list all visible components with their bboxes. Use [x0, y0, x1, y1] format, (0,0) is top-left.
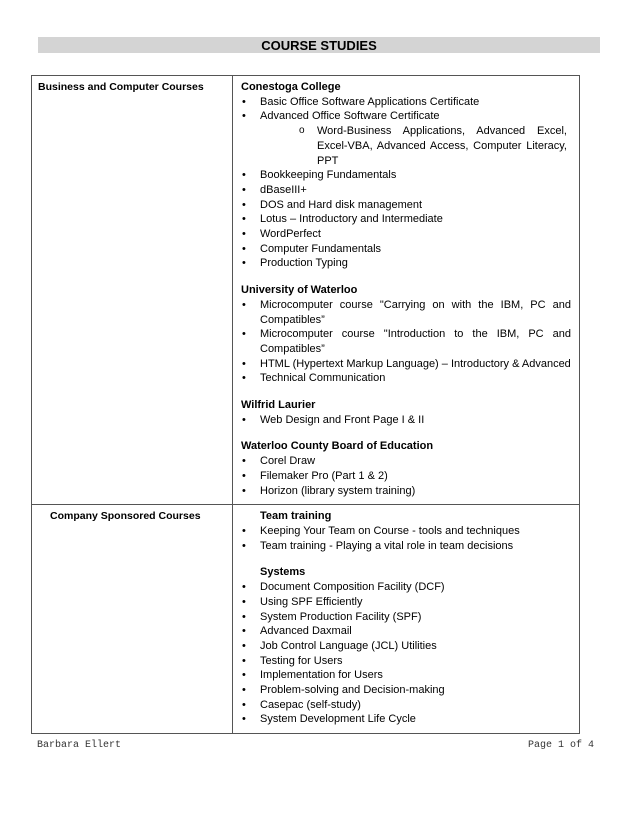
- list-item: [241, 168, 571, 183]
- list-item-text: Production Typing: [260, 257, 348, 270]
- list-item: [241, 242, 571, 257]
- footer-page-number: Page 1 of 4: [527, 740, 594, 751]
- section-heading: Systems: [260, 566, 306, 579]
- list-item: [241, 298, 571, 327]
- list-item: [241, 357, 571, 372]
- list-item-text: DOS and Hard disk management: [260, 198, 423, 211]
- list-item-text: Computer Fundamentals: [260, 242, 382, 255]
- list-item-text: Job Control Language (JCL) Utilities: [260, 639, 437, 652]
- list-item: [241, 484, 571, 499]
- list-item: [241, 595, 571, 610]
- list-item: [241, 469, 571, 484]
- list-item: [241, 109, 571, 168]
- list-item: [241, 183, 571, 198]
- list-item-text: Casepac (self-study): [260, 698, 361, 711]
- section-title: COURSE STUDIES: [261, 38, 377, 53]
- list-item: [241, 624, 571, 639]
- course-section: [241, 283, 571, 386]
- list-item: [241, 698, 571, 713]
- list-item-text: WordPerfect: [260, 228, 321, 241]
- table-row-business: [32, 76, 580, 505]
- list-item-text: Microcomputer course "Introduction to the IBM, PC and Compatibles”: [260, 328, 571, 355]
- list-item-text: Lotus – Introductory and Intermediate: [260, 213, 443, 226]
- list-item: [241, 198, 571, 213]
- footer-author: Barbara Ellert: [37, 740, 122, 751]
- list-item: [241, 712, 571, 727]
- bullet-list: [241, 580, 571, 727]
- category-cell: [32, 505, 233, 734]
- list-item: [241, 413, 571, 428]
- list-item: [241, 212, 571, 227]
- course-section: [241, 439, 571, 498]
- list-item: [241, 683, 571, 698]
- list-item-text: Filemaker Pro (Part 1 & 2): [260, 469, 388, 482]
- list-item: [241, 639, 571, 654]
- list-item-text: HTML (Hypertext Markup Language) – Introductory & Advanced: [260, 357, 571, 370]
- list-item-text: Implementation for Users: [260, 669, 383, 682]
- list-item-text: Microcomputer course "Carrying on with the IBM, PC and Compatibles”: [260, 298, 571, 326]
- course-list: [233, 505, 579, 733]
- list-item: [241, 371, 571, 386]
- list-item: [241, 256, 571, 271]
- sub-list-item: o Word-Business Applications, Advanced Excel, Excel-VBA, Advanced Access, Computer Literacy, PPT: [260, 124, 571, 168]
- list-item-text: Technical Communication: [260, 372, 386, 385]
- list-item: [241, 654, 571, 669]
- bullet-list: [241, 454, 571, 498]
- list-item-text: Problem-solving and Decision-making: [260, 684, 445, 697]
- section-heading: University of Waterloo: [241, 284, 358, 297]
- section-heading: Wilfrid Laurier: [241, 399, 316, 412]
- list-item-text: Team training - Playing a vital role in team decisions: [260, 539, 514, 552]
- sub-list: [260, 124, 571, 168]
- courses-table: [31, 75, 580, 734]
- list-item: [241, 668, 571, 683]
- list-item-text: Bookkeeping Fundamentals: [260, 169, 397, 182]
- course-section: [241, 565, 571, 727]
- list-item: [241, 227, 571, 242]
- content-cell: [233, 76, 580, 505]
- section-title-bar: [38, 37, 600, 53]
- list-item: [241, 454, 571, 469]
- content-cell: [233, 505, 580, 734]
- list-item-text: Using SPF Efficiently: [260, 595, 363, 608]
- list-item-text: Horizon (library system training): [260, 484, 416, 497]
- list-item-text: System Development Life Cycle: [260, 713, 416, 726]
- course-section: [241, 509, 571, 553]
- list-item-text: Advanced Office Software Certificate: [260, 110, 440, 123]
- list-item-text: Advanced Daxmail: [260, 625, 352, 638]
- list-item: [241, 327, 571, 356]
- bullet-list: [241, 413, 571, 428]
- category-label: Company Sponsored Courses: [50, 510, 201, 523]
- list-item: [241, 610, 571, 625]
- list-item-text: dBaseIII+: [260, 183, 307, 196]
- category-label: Business and Computer Courses: [38, 81, 204, 93]
- list-item-text: Document Composition Facility (DCF): [260, 581, 445, 594]
- section-heading: Team training: [260, 510, 332, 523]
- course-list: [233, 76, 579, 504]
- course-section: [241, 80, 571, 271]
- category-cell: [32, 76, 233, 505]
- section-heading: Waterloo County Board of Education: [241, 440, 434, 453]
- list-item: [241, 524, 571, 539]
- bullet-list: [241, 524, 571, 553]
- section-heading: Conestoga College: [241, 81, 341, 93]
- table-row-company: [32, 505, 580, 734]
- list-item-text: Testing for Users: [260, 654, 343, 667]
- list-item: [241, 580, 571, 595]
- list-item-text: Keeping Your Team on Course - tools and techniques: [260, 524, 520, 537]
- list-item: [241, 539, 571, 554]
- bullet-list: [241, 95, 571, 271]
- list-item-text: Basic Office Software Applications Certificate: [260, 95, 480, 108]
- list-item-text: Web Design and Front Page I & II: [260, 413, 425, 426]
- list-item: [241, 95, 571, 110]
- course-section: [241, 398, 571, 427]
- bullet-list: [241, 298, 571, 386]
- list-item-text: System Production Facility (SPF): [260, 610, 422, 623]
- list-item-text: Corel Draw: [260, 455, 316, 468]
